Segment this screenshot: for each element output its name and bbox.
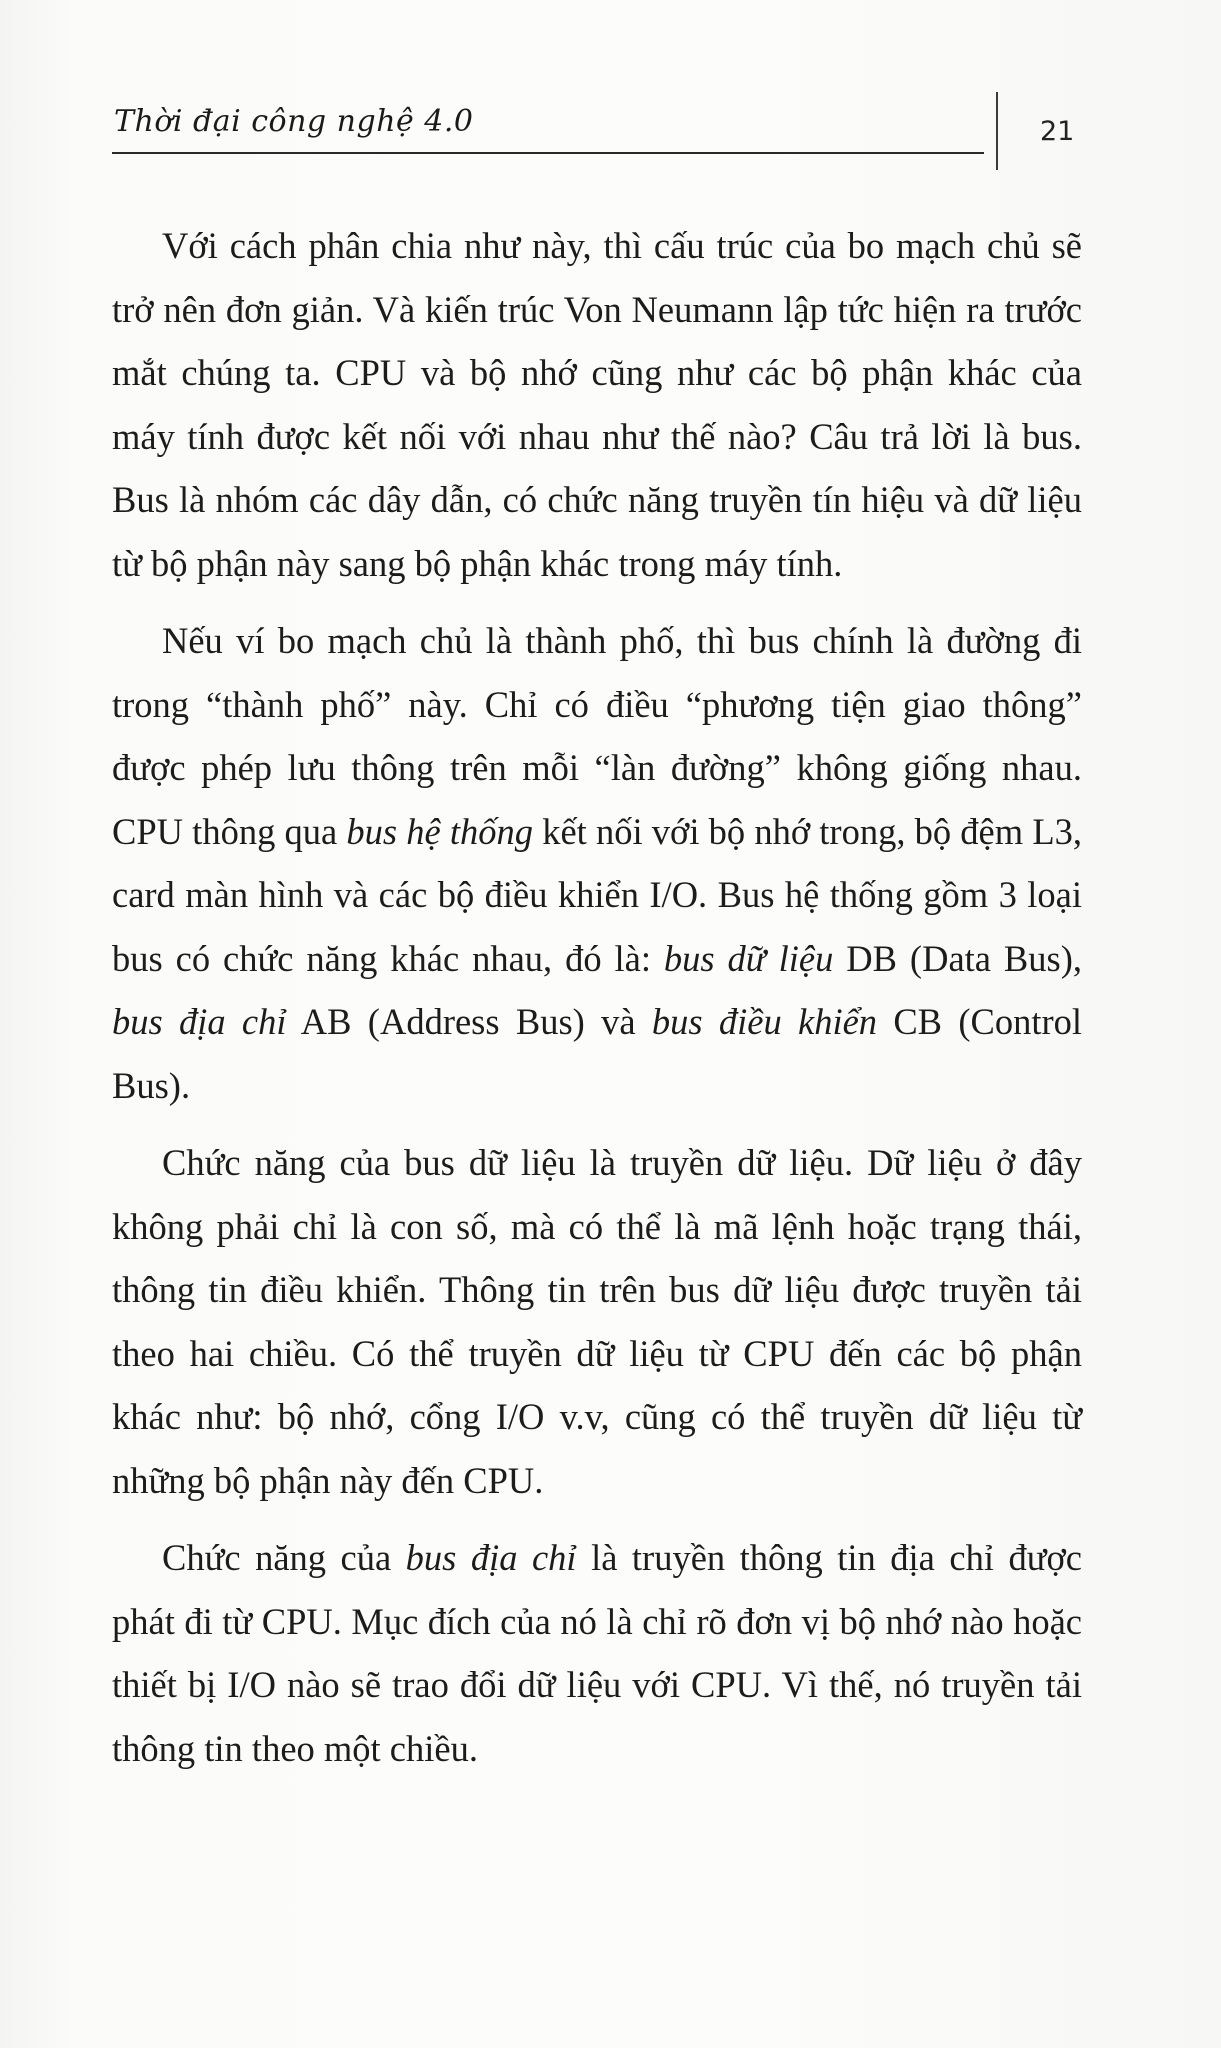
paragraph xyxy=(112,1131,1082,1512)
page-number: 21 xyxy=(1040,116,1075,147)
body-text xyxy=(112,214,1082,1794)
text-run: AB (Address Bus) và xyxy=(286,1001,652,1042)
text-run: DB (Data Bus), xyxy=(833,937,1082,979)
running-title: Thời đại công nghệ 4.0 xyxy=(114,104,474,139)
paragraph xyxy=(112,609,1082,1117)
text-run: CB (Control Bus). xyxy=(112,1001,1083,1106)
text-run: Với cách phân chia như này, thì cấu trúc của bo mạch chủ sẽ trở nên đơn giản. Và kiến trúc Von Neumann lập tức hiện ra trước mắt chúng ta. CPU và bộ nhớ cũng như các bộ phận khác của máy tính được kết nối với nhau như thế nào? Câu trả lời là bus. Bus là nhóm các dây dẫn, có chức năng truyền tín hiệu và dữ liệu từ bộ phận này sang bộ phận khác trong máy tính. xyxy=(112,225,1082,584)
page-header xyxy=(112,104,992,164)
italic-term: bus địa chỉ xyxy=(112,1001,287,1042)
italic-term: bus hệ thống xyxy=(346,810,534,852)
text-run: là truyền thông tin địa chỉ được phát đi từ CPU. Mục đích của nó là chỉ rõ đơn vị bộ nhớ nào hoặc thiết bị I/O nào sẽ trao đổi dữ liệu với CPU. Vì thế, nó truyền tải thông tin theo một chiều. xyxy=(112,1537,1082,1769)
header-divider xyxy=(996,92,998,170)
header-rule xyxy=(112,152,984,154)
paragraph xyxy=(112,1526,1082,1780)
italic-term: bus điều khiển xyxy=(651,1001,878,1042)
text-run: Chức năng của bus dữ liệu là truyền dữ liệu. Dữ liệu ở đây không phải chỉ là con số, mà có thể là mã lệnh hoặc trạng thái, thông tin điều khiển. Thông tin trên bus dữ liệu được truyền tải theo hai chiều. Có thể truyền dữ liệu từ CPU đến các bộ phận khác như: bộ nhớ, cổng I/O v.v, cũng có thể truyền dữ liệu từ những bộ phận này đến CPU. xyxy=(112,1142,1082,1501)
italic-term: bus địa chỉ xyxy=(405,1537,577,1578)
text-run: Chức năng của xyxy=(162,1537,406,1578)
paragraph xyxy=(112,214,1082,595)
italic-term: bus dữ liệu xyxy=(663,937,834,979)
text-run: Nếu ví bo mạch chủ là thành phố, thì bus chính là đường đi trong “thành phố” này. Chỉ có điều “phương tiện giao thông” được phép lưu thông trên mỗi “làn đường” không giống nhau. CPU thông qua xyxy=(112,620,1082,852)
text-run: kết nối với bộ nhớ trong, bộ đệm L3, card màn hình và các bộ điều khiển I/O. Bus hệ thống gồm 3 loại bus có chức năng khác nhau, đó là: xyxy=(112,810,1082,979)
